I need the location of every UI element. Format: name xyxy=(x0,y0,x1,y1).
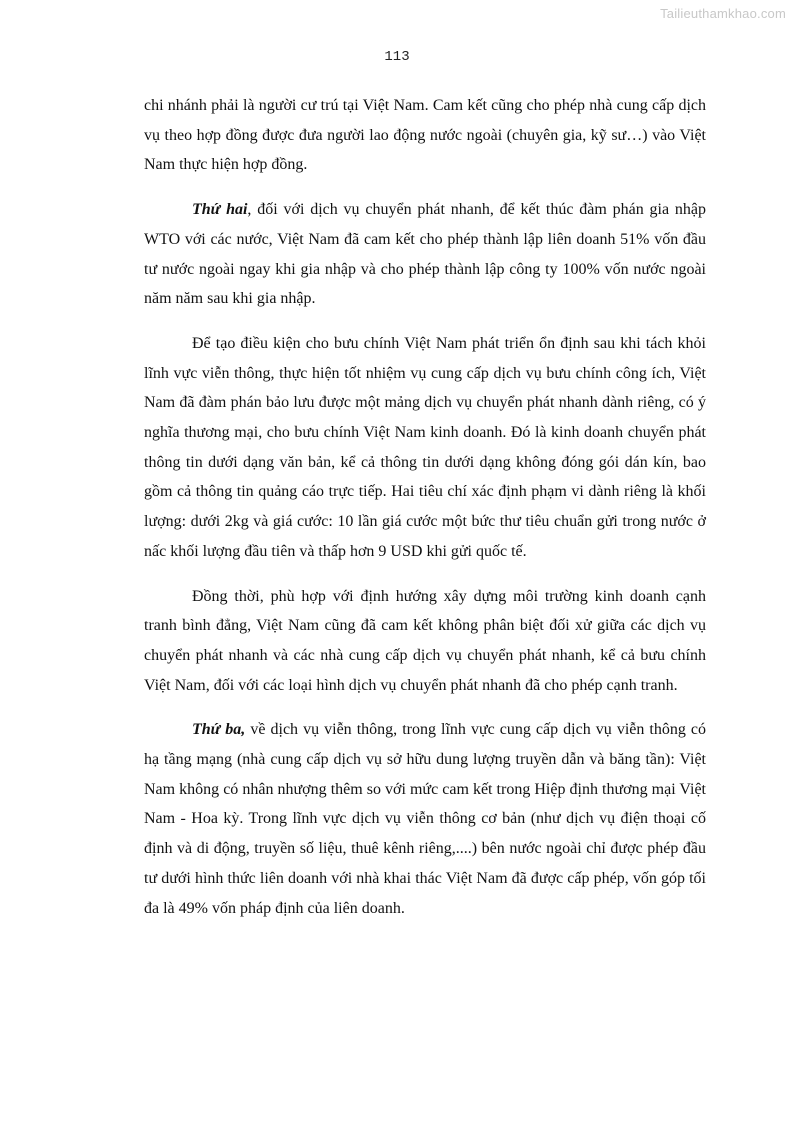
paragraph-3 xyxy=(144,329,706,567)
paragraph-5-text: về dịch vụ viễn thông, trong lĩnh vực cung cấp dịch vụ viễn thông có hạ tầng mạng (nhà cung cấp dịch vụ sở hữu dung lượng truyền dẫn và băng tần): Việt Nam không có nhân nhượng thêm so với mức cam kết trong Hiệp định thương mại Việt Nam - Hoa kỳ. Trong lĩnh vực dịch vụ viễn thông cơ bản (như dịch vụ điện thoại cố định và di động, truyền số liệu, thuê kênh riêng,....) bên nước ngoài chỉ được phép đầu tư dưới hình thức liên doanh với nhà khai thác Việt Nam đã được cấp phép, vốn góp tối đa là 49% vốn pháp định của liên doanh. xyxy=(144,721,706,917)
paragraph-2-lead: Thứ hai xyxy=(192,201,248,219)
page-number: 113 xyxy=(384,49,410,65)
paragraph-4-text: Đồng thời, phù hợp với định hướng xây dựng môi trường kinh doanh cạnh tranh bình đẳng, Việt Nam cũng đã cam kết không phân biệt đối xử giữa các dịch vụ chuyển phát nhanh và các nhà cung cấp dịch vụ chuyển phát nhanh, kể cả bưu chính Việt Nam, đối với các loại hình dịch vụ chuyển phát nhanh đã cho phép cạnh tranh. xyxy=(144,587,706,694)
paragraph-5-lead: Thứ ba, xyxy=(192,721,246,739)
paragraph-1 xyxy=(144,91,706,180)
document-body xyxy=(144,91,706,938)
watermark-text: Tailieuthamkhao.com xyxy=(660,6,786,21)
paragraph-3-text: Để tạo điều kiện cho bưu chính Việt Nam phát triển ổn định sau khi tách khỏi lĩnh vực viễn thông, thực hiện tốt nhiệm vụ cung cấp dịch vụ bưu chính công ích, Việt Nam đã đàm phán bảo lưu được một mảng dịch vụ chuyển phát nhanh dành riêng, có ý nghĩa thương mại, cho bưu chính Việt Nam kinh doanh. Đó là kinh doanh chuyển phát thông tin dưới dạng văn bản, kể cả thông tin dưới dạng không đóng gói dán kín, bao gồm cả thông tin quảng cáo trực tiếp. Hai tiêu chí xác định phạm vi dành riêng là khối lượng: dưới 2kg và giá cước: 10 lần giá cước một bức thư tiêu chuẩn gửi trong nước ở nấc khối lượng đầu tiên và thấp hơn 9 USD khi gửi quốc tế. xyxy=(144,334,706,560)
paragraph-2-text: , đối với dịch vụ chuyển phát nhanh, để kết thúc đàm phán gia nhập WTO với các nước, Việt Nam đã cam kết cho phép thành lập liên doanh 51% vốn đầu tư nước ngoài ngay khi gia nhập và cho phép thành lập công ty 100% vốn nước ngoài năm năm sau khi gia nhập. xyxy=(144,201,706,308)
paragraph-2 xyxy=(144,195,706,314)
paragraph-5 xyxy=(144,715,706,923)
paragraph-1-text: chi nhánh phải là người cư trú tại Việt Nam. Cam kết cũng cho phép nhà cung cấp dịch vụ theo hợp đồng được đưa người lao động nước ngoài (chuyên gia, kỹ sư…) vào Việt Nam thực hiện hợp đồng. xyxy=(144,97,706,174)
paragraph-4 xyxy=(144,582,706,701)
